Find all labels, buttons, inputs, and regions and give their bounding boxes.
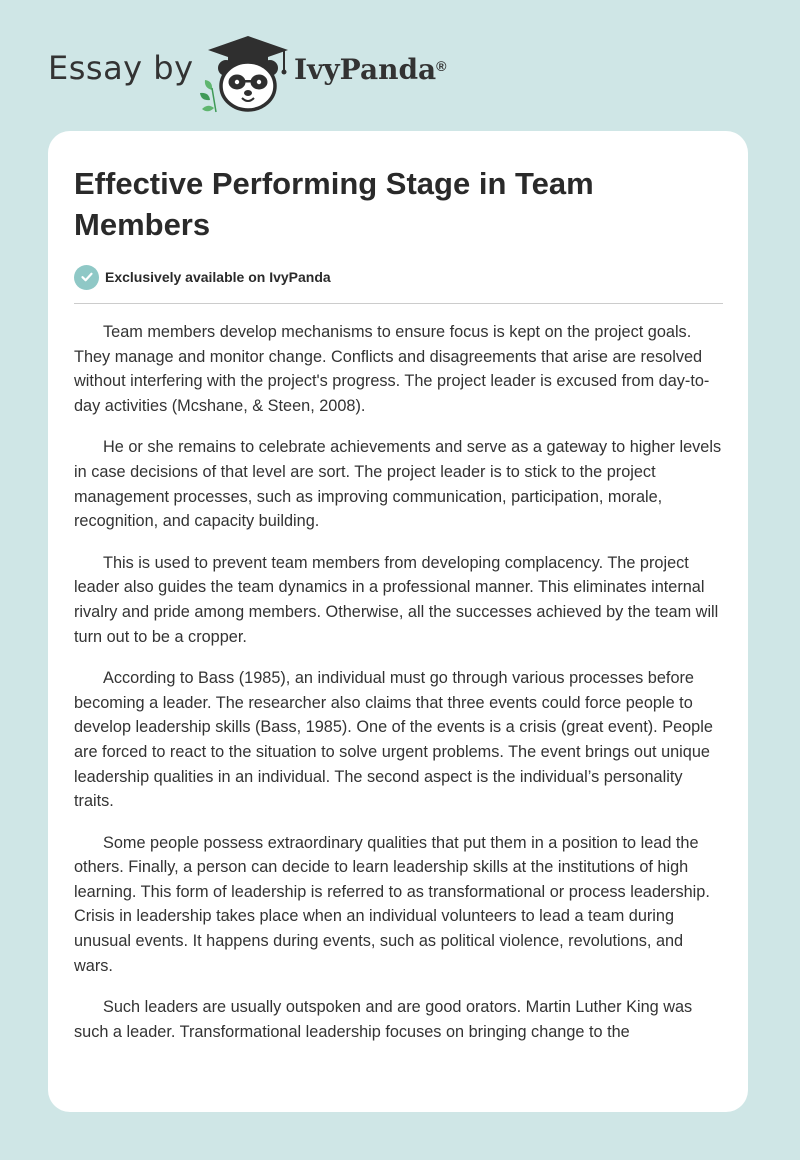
title-divider (74, 303, 723, 304)
essay-body (74, 320, 724, 1061)
check-icon (74, 265, 99, 290)
exclusive-badge (74, 264, 331, 290)
essay-paragraph: He or she remains to celebrate achievements and serve as a gateway to higher levels in case decisions of that level are sort. The project leader is to stick to the project management processes, such as improving communication, participation, morale, recognition, and capacity building. (74, 438, 722, 531)
essay-card (48, 131, 748, 1112)
brand-wordmark: IvyPanda (294, 53, 437, 86)
site-header (0, 0, 800, 120)
essay-by-label: Essay by (48, 49, 194, 87)
essay-paragraph: According to Bass (1985), an individual must go through various processes before becoming a leader. The researcher also claims that three events could force people to develop leadership skills (Bass, 1985). One of the events is a crisis (great event). People are forced to react to the situation to solve urgent problems. The event brings out unique leadership qualities in an individual. The second aspect is the individual’s personality traits. (74, 669, 713, 811)
essay-paragraph: Team members develop mechanisms to ensure focus is kept on the project goals. They manage and monitor change. Conflicts and disagreements that arise are resolved without interfering with the project's progress. The project leader is excused from day-to-day activities (Mcshane, & Steen, 2008). (74, 323, 710, 415)
essay-paragraph: This is used to prevent team members from developing complacency. The project leader also guides the team dynamics in a professional manner. This eliminates internal rivalry and pride among members. Otherwise, all the successes achieved by the team will turn out to be a cropper. (74, 553, 719, 646)
registered-mark: ® (436, 58, 447, 74)
essay-paragraph: Some people possess extraordinary qualities that put them in a position to lead the others. Finally, a person can decide to learn leadership skills at the institutions of high learning. This form of leadership is referred to as transformational or process leadership. Crisis in leadership takes place when an individual volunteers to lead a team during unusual events. It happens during events, such as political violence, revolutions, and wars. (74, 833, 710, 975)
panda-graduate-logo-icon[interactable] (200, 30, 296, 116)
essay-paragraph: Such leaders are usually outspoken and are good orators. Martin Luther King was such a leader. Transformational leadership focuses on bringing change to the (74, 998, 693, 1041)
brand-name[interactable] (294, 52, 447, 88)
essay-title: Effective Performing Stage in Team Members (74, 166, 594, 242)
badge-label: Exclusively available on IvyPanda (105, 269, 331, 285)
